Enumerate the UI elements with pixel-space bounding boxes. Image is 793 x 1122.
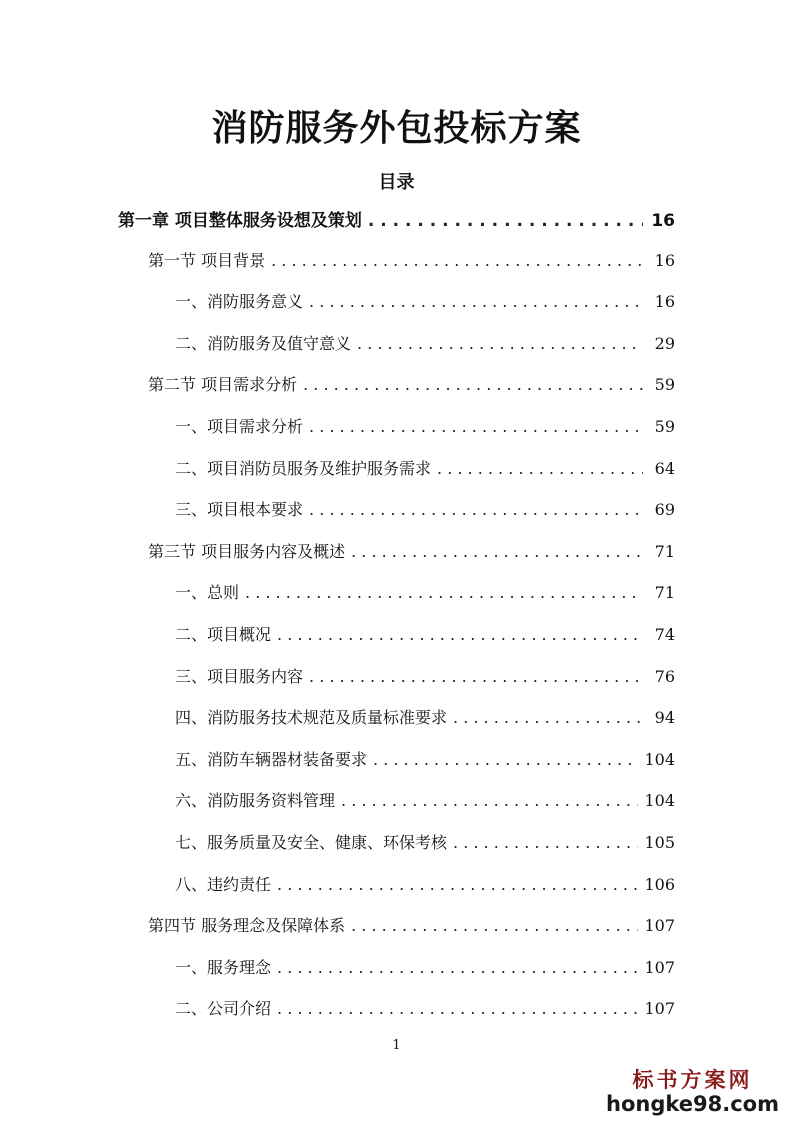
- toc-entry-label: 第一节 项目背景: [148, 251, 266, 270]
- toc-entry[interactable]: [175, 664, 675, 692]
- watermark-url: hongke98.com: [606, 1092, 779, 1116]
- toc-entry-label: 一、项目需求分析: [175, 417, 304, 436]
- toc-entry-label: 一、服务理念: [175, 958, 272, 977]
- toc-entry-page: 16: [654, 251, 675, 270]
- toc-entry-label: 二、公司介绍: [175, 999, 272, 1018]
- toc-leader-dots: [351, 542, 643, 561]
- toc-leader-dots: [277, 999, 638, 1018]
- watermark: [606, 1064, 779, 1116]
- toc-entry-label: 第四节 服务理念及保障体系: [148, 916, 346, 935]
- toc-entry-page: 107: [644, 999, 675, 1018]
- toc-entry-page: 105: [644, 833, 675, 852]
- toc-leader-dots: [309, 417, 643, 436]
- toc-entry-page: 59: [654, 417, 675, 436]
- toc-leader-dots: [271, 251, 643, 270]
- toc-entry[interactable]: [118, 206, 675, 234]
- toc-entry[interactable]: [175, 996, 675, 1024]
- toc-entry[interactable]: [175, 955, 675, 983]
- toc-leader-dots: [453, 708, 643, 727]
- toc-entry-page: 74: [654, 625, 675, 644]
- toc-entry-label: 第二节 项目需求分析: [148, 375, 298, 394]
- toc-entry-label: 一、消防服务意义: [175, 292, 304, 311]
- toc-leader-dots: [357, 334, 643, 353]
- toc-entry[interactable]: [175, 580, 675, 608]
- toc-entry[interactable]: [175, 456, 675, 484]
- toc-entry-label: 五、消防车辆器材装备要求: [175, 750, 368, 769]
- toc-entry[interactable]: [175, 788, 675, 816]
- toc-entry-label: 二、消防服务及值守意义: [175, 334, 352, 353]
- toc-entry[interactable]: [175, 830, 675, 858]
- toc-leader-dots: [453, 833, 638, 852]
- toc-entry[interactable]: [148, 913, 675, 941]
- toc-entry-page: 16: [654, 292, 675, 311]
- toc-entry-page: 69: [654, 500, 675, 519]
- toc-entry-label: 七、服务质量及安全、健康、环保考核: [175, 833, 448, 852]
- page-number: 1: [392, 1038, 401, 1053]
- document-title: 消防服务外包投标方案: [211, 108, 582, 149]
- toc-entry-label: 一、总则: [175, 583, 240, 602]
- toc-entry[interactable]: [175, 747, 675, 775]
- toc-entry-label: 三、项目服务内容: [175, 667, 304, 686]
- toc-entry-page: 106: [644, 875, 675, 894]
- toc-leader-dots: [309, 500, 643, 519]
- toc-entry-page: 71: [654, 583, 675, 602]
- toc-entry-label: 四、消防服务技术规范及质量标准要求: [175, 708, 448, 727]
- toc-entry-label: 三、项目根本要求: [175, 500, 304, 519]
- toc-entry-label: 二、项目消防员服务及维护服务需求: [175, 459, 432, 478]
- toc-entry[interactable]: [148, 248, 675, 276]
- toc-entry-label: 六、消防服务资料管理: [175, 791, 336, 810]
- toc-entry-page: 107: [644, 958, 675, 977]
- toc-entry-page: 29: [654, 334, 675, 353]
- toc-entry-page: 107: [644, 916, 675, 935]
- toc-entry-page: 71: [654, 542, 675, 561]
- toc-entry-page: 104: [644, 791, 675, 810]
- toc-entry[interactable]: [175, 331, 675, 359]
- toc-leader-dots: [245, 583, 643, 602]
- toc-entry-page: 59: [654, 375, 675, 394]
- toc-leader-dots: [351, 916, 638, 935]
- toc-leader-dots: [309, 667, 643, 686]
- toc-entry[interactable]: [175, 872, 675, 900]
- toc-leader-dots: [368, 211, 643, 231]
- toc-entry-page: 94: [654, 708, 675, 727]
- toc-entry[interactable]: [175, 622, 675, 650]
- toc-leader-dots: [303, 375, 643, 394]
- toc-entry-label: 八、违约责任: [175, 875, 272, 894]
- toc-entry-label: 第一章 项目整体服务设想及策划: [118, 211, 362, 231]
- toc-entry-page: 76: [654, 667, 675, 686]
- toc-entry-label: 二、项目概况: [175, 625, 272, 644]
- toc-leader-dots: [309, 292, 643, 311]
- toc-entry-page: 104: [644, 750, 675, 769]
- toc-leader-dots: [341, 791, 638, 810]
- toc-entry[interactable]: [175, 289, 675, 317]
- toc-heading: 目录: [378, 172, 415, 193]
- toc-entry-page: 64: [654, 459, 675, 478]
- toc-entry[interactable]: [175, 414, 675, 442]
- toc-leader-dots: [277, 958, 638, 977]
- toc-leader-dots: [373, 750, 638, 769]
- toc-leader-dots: [277, 625, 643, 644]
- toc-entry-label: 第三节 项目服务内容及概述: [148, 542, 346, 561]
- toc-entry-page: 16: [651, 211, 675, 231]
- toc-leader-dots: [437, 459, 643, 478]
- toc-entry[interactable]: [175, 705, 675, 733]
- toc-leader-dots: [277, 875, 638, 894]
- watermark-site-name: 标书方案网: [632, 1067, 753, 1092]
- toc-entry[interactable]: [148, 539, 675, 567]
- toc-entry[interactable]: [175, 497, 675, 525]
- toc-entry[interactable]: [148, 372, 675, 400]
